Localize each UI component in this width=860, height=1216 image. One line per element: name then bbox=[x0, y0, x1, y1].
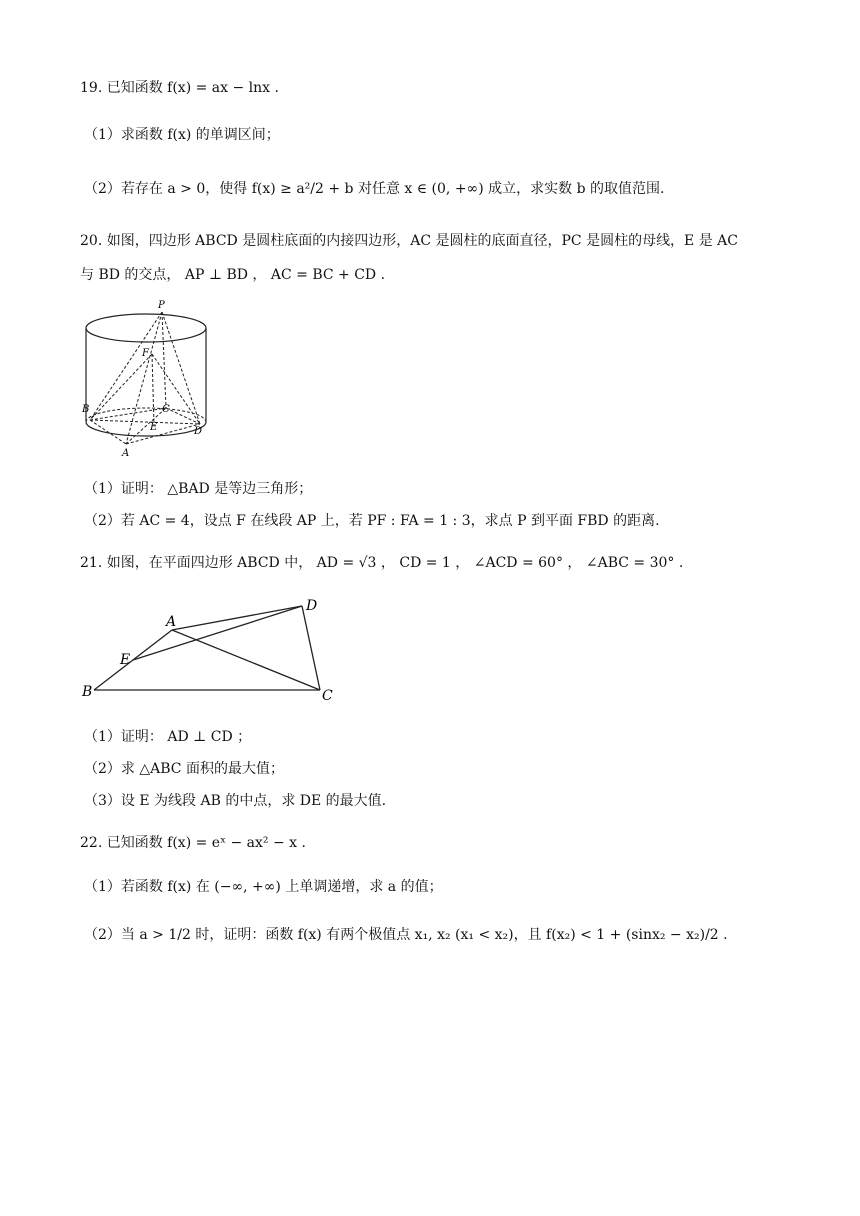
q20-label-f: F bbox=[142, 348, 149, 359]
q21-label-d: D bbox=[306, 598, 318, 614]
q21-label-a: A bbox=[166, 614, 177, 630]
q20-label-a: A bbox=[122, 448, 130, 459]
q20-stem-line1: 20. 如图，四边形 ABCD 是圆柱底面的内接四边形，AC 是圆柱的底面直径，PC 是圆柱的母线，E 是 AC bbox=[80, 233, 739, 249]
q19-stem: 19. 已知函数 f(x) = ax − lnx . bbox=[80, 80, 279, 96]
q20-label-d: D bbox=[194, 426, 203, 437]
q19-part1: （1）求函数 f(x) 的单调区间； bbox=[84, 127, 280, 143]
q20-label-e: E bbox=[150, 422, 158, 433]
q21-part3: （3）设 E 为线段 AB 的中点，求 DE 的最大值. bbox=[84, 793, 387, 809]
q21-part1: （1）证明： AD ⊥ CD ； bbox=[84, 729, 252, 745]
q20-part2: （2）若 AC = 4，设点 F 在线段 AP 上，若 PF : FA = 1 : 3，求点 P 到平面 FBD 的距离. bbox=[84, 513, 660, 529]
q20-cylinder-figure bbox=[80, 296, 220, 462]
q21-label-b: B bbox=[82, 684, 93, 700]
q20-label-b: B bbox=[82, 404, 90, 415]
q20-part1: （1）证明： △BAD 是等边三角形； bbox=[84, 481, 313, 497]
q20-label-p: P bbox=[158, 300, 165, 311]
q21-label-c: C bbox=[322, 688, 333, 704]
q22-part2: （2）当 a > 1/2 时，证明：函数 f(x) 有两个极值点 x₁, x₂ (x₁ < x₂)，且 f(x₂) < 1 + (sinx₂ − x₂)/2 . bbox=[84, 927, 728, 943]
q21-stem: 21. 如图，在平面四边形 ABCD 中， AD = √3 ， CD = 1 ， ∠ACD = 60° ， ∠ABC = 30° . bbox=[80, 555, 684, 571]
q19-part2: （2）若存在 a > 0，使得 f(x) ≥ a²/2 + b 对任意 x ∈ (0, +∞) 成立，求实数 b 的取值范围. bbox=[84, 181, 665, 197]
q22-part1: （1）若函数 f(x) 在 (−∞, +∞) 上单调递增，求 a 的值； bbox=[84, 879, 443, 895]
q22-stem: 22. 已知函数 f(x) = eˣ − ax² − x . bbox=[80, 835, 306, 851]
q21-part2: （2）求 △ABC 面积的最大值； bbox=[84, 761, 284, 777]
q21-quadrilateral-figure bbox=[80, 590, 340, 706]
q20-stem-line2: 与 BD 的交点， AP ⊥ BD ， AC = BC + CD . bbox=[80, 267, 386, 283]
q20-label-c: C bbox=[162, 404, 170, 415]
q21-label-e: E bbox=[120, 652, 131, 668]
